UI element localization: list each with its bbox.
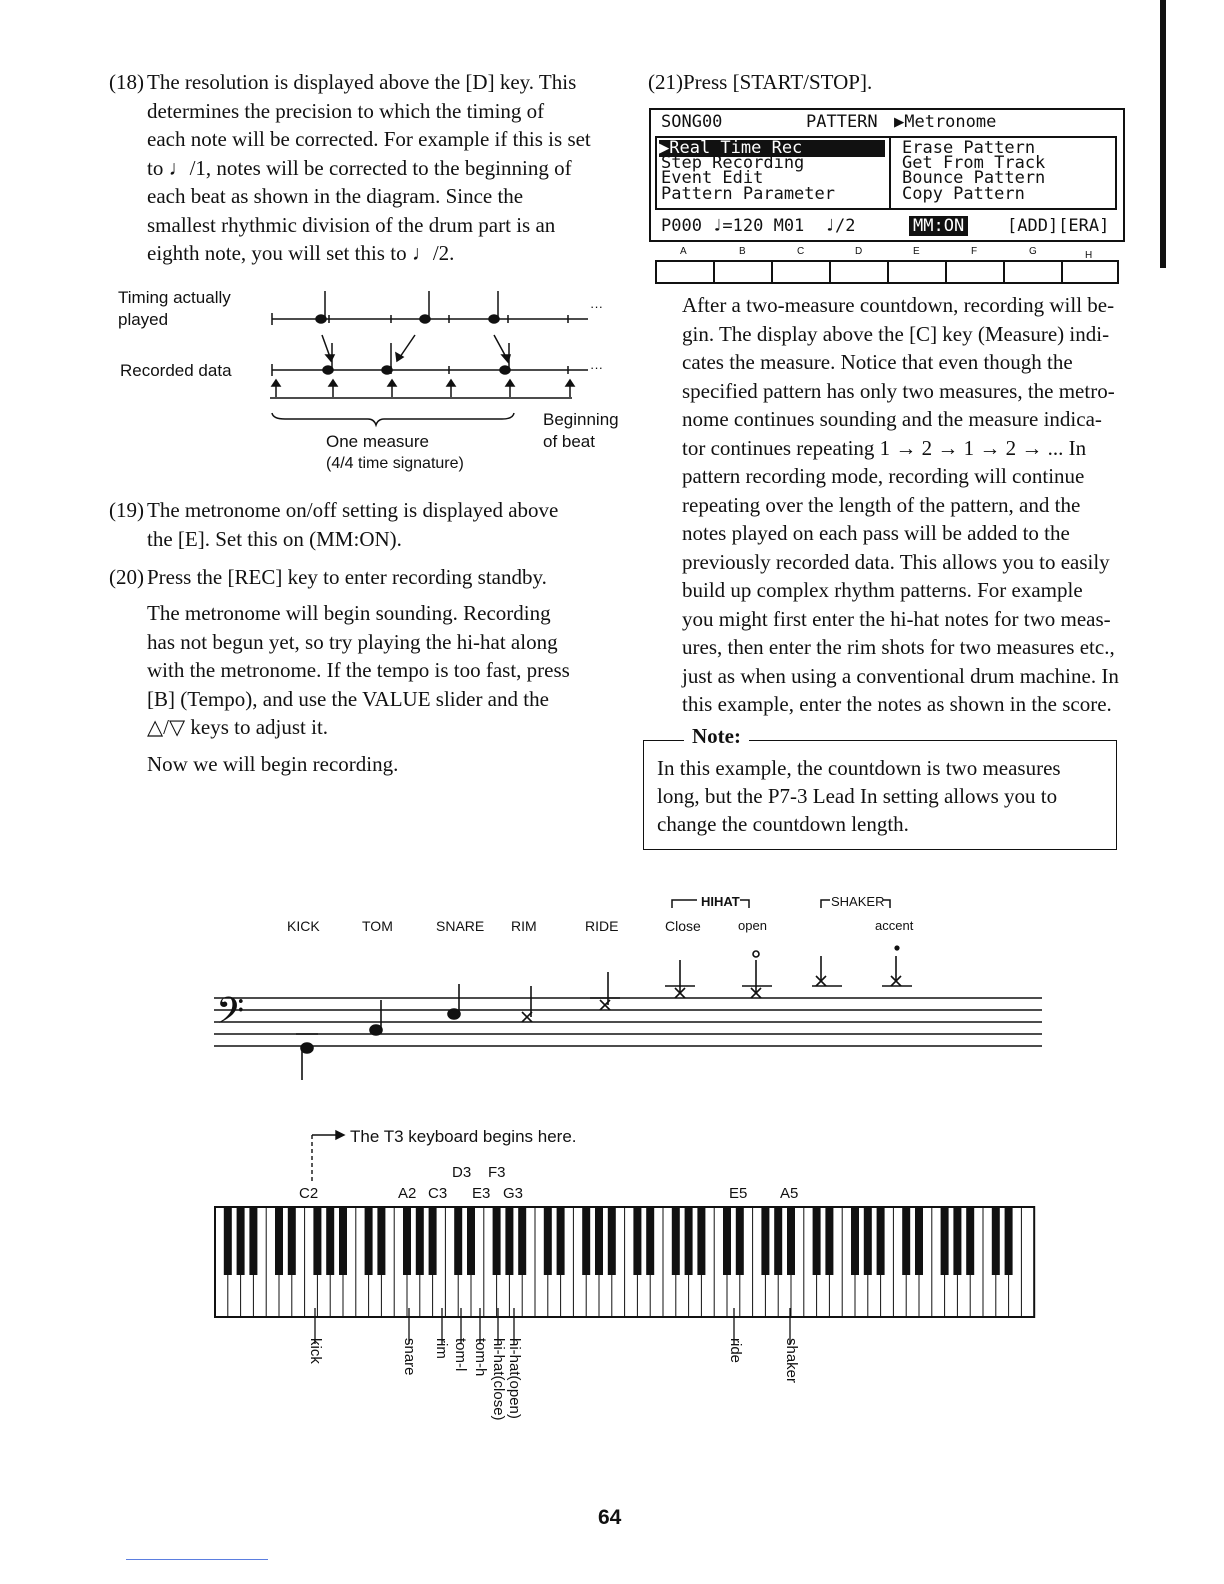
label-timing-played: Timing actually	[118, 288, 231, 307]
black-key	[416, 1207, 424, 1275]
drum-label-kick: kick	[307, 1338, 324, 1364]
drum-label-hihat-close: hi-hat(close)	[490, 1338, 507, 1421]
score-label-kick: KICK	[287, 918, 320, 934]
text-line: pattern recording mode, recording will continue	[682, 464, 1085, 488]
fkey-label: H	[1085, 250, 1093, 261]
note-label-a5: A5	[780, 1185, 799, 1202]
text-line: long, but the P7-3 Lead In setting allows you to	[657, 784, 1058, 808]
black-key	[608, 1207, 616, 1275]
paragraph-21	[648, 68, 872, 97]
text-line: △/▽ keys to adjust it.	[147, 715, 329, 739]
label-of-beat: of beat	[543, 432, 595, 451]
text-line: [B] (Tempo), and use the VALUE slider and the	[147, 686, 549, 711]
score-label-hihat-bracket: HIHAT	[701, 894, 740, 909]
black-key	[697, 1207, 705, 1275]
fkey-label: D	[855, 246, 863, 257]
text-line: with the metronome. If the tempo is too fast, press	[147, 658, 570, 682]
step-number: (19)	[109, 498, 144, 522]
black-key	[557, 1207, 565, 1275]
fkey-label: C	[797, 246, 805, 257]
black-key	[429, 1207, 437, 1275]
lcd-song: SONG00	[661, 112, 723, 132]
text-line: nome continues sounding and the measure indica-	[682, 407, 1102, 431]
function-key-b[interactable]	[713, 260, 773, 284]
lcd-add-erase: [ADD][ERA]	[1007, 216, 1110, 236]
drum-score-svg	[200, 890, 1060, 1090]
fkey-label: B	[739, 246, 746, 257]
lcd-menu-item[interactable]: Copy Pattern	[902, 184, 1025, 204]
lcd-mm-indicator: MM:ON	[909, 216, 968, 236]
black-key	[1005, 1207, 1013, 1275]
score-label-rim: RIM	[511, 918, 537, 934]
black-key	[902, 1207, 910, 1275]
black-key	[313, 1207, 321, 1275]
black-key	[825, 1207, 833, 1275]
note-label-c2: C2	[299, 1185, 319, 1202]
black-key	[723, 1207, 731, 1275]
note-title: Note:	[692, 724, 741, 748]
black-key	[761, 1207, 769, 1275]
text-line: specified pattern has only two measures, the metro-	[682, 378, 1115, 403]
label-one-measure: One measure	[326, 432, 429, 451]
lcd-menu-item-selected[interactable]: ▶Real Time Rec	[659, 140, 885, 157]
paragraph-20-body	[147, 599, 590, 778]
score-label-ride: RIDE	[585, 918, 619, 934]
function-key-d[interactable]	[829, 260, 889, 284]
function-key-a[interactable]	[655, 260, 715, 284]
black-key	[582, 1207, 590, 1275]
keyboard-pointer-svg	[300, 1125, 350, 1185]
page-number: 64	[598, 1506, 622, 1529]
black-key	[249, 1207, 257, 1275]
bass-clef: 𝄢	[216, 990, 245, 1041]
text-line: cates the measure. Notice that even though the	[682, 350, 1073, 374]
score-label-hihat-close: Close	[665, 918, 701, 934]
black-key	[544, 1207, 552, 1275]
text-line: just as when using a conventional drum machine. In	[682, 663, 1119, 688]
paragraph-20	[109, 563, 590, 592]
lcd-menu-item[interactable]: Pattern Parameter	[661, 184, 835, 204]
score-label-snare: SNARE	[436, 918, 485, 934]
black-key	[877, 1207, 885, 1275]
text-line: each beat as shown in the diagram. Since the	[147, 184, 524, 208]
black-key	[672, 1207, 680, 1275]
black-key	[493, 1207, 501, 1275]
text-line: smallest rhythmic division of the drum part is an	[147, 212, 556, 237]
lcd-menu-item[interactable]: Event Edit	[661, 168, 764, 188]
text-line: The metronome on/off setting is displayed above	[147, 498, 559, 522]
note-label-a2: A2	[398, 1185, 417, 1202]
black-key	[454, 1207, 462, 1275]
keyboard-begins-note: The T3 keyboard begins here.	[350, 1127, 577, 1146]
lcd-status: P000 ♩=120 M01 ♩/2	[661, 216, 856, 236]
lcd-display	[649, 108, 1125, 242]
text-line: In this example, the countdown is two measures	[657, 756, 1061, 780]
black-key	[774, 1207, 782, 1275]
footer-rule	[126, 1559, 268, 1560]
black-key	[595, 1207, 603, 1275]
drum-label-snare: snare	[401, 1338, 418, 1376]
black-key	[813, 1207, 821, 1275]
black-key	[992, 1207, 1000, 1275]
lcd-menu-item[interactable]: Erase Pattern	[902, 138, 1036, 158]
black-key	[224, 1207, 232, 1275]
score-label-accent: accent	[875, 918, 914, 933]
function-key-h[interactable]	[1061, 260, 1119, 284]
paragraph-18	[109, 68, 590, 268]
drum-label-shaker: shaker	[783, 1338, 800, 1384]
label-played: played	[118, 310, 169, 329]
black-key	[646, 1207, 654, 1275]
text-line: repeating over the length of the pattern, and the	[682, 492, 1081, 517]
lcd-pattern: PATTERN	[806, 112, 878, 132]
text-line: gin. The display above the [C] key (Measure) indi-	[682, 321, 1110, 346]
lcd-metronome: ▶Metronome	[894, 112, 997, 132]
text-line: has not begun yet, so try playing the hi-hat along	[147, 629, 558, 654]
function-key-g[interactable]	[1003, 260, 1063, 284]
text-line: change the countdown length.	[657, 812, 909, 836]
note-title-bg	[684, 724, 749, 749]
lcd-menu-item[interactable]: Step Recording	[661, 153, 805, 173]
note-label-g3: G3	[503, 1185, 524, 1202]
text-line: After a two-measure countdown, recording will be-	[682, 293, 1115, 317]
text-line: The metronome will begin sounding. Recording	[147, 601, 551, 625]
black-key	[288, 1207, 296, 1275]
text-line: the [E]. Set this on (MM:ON).	[147, 526, 402, 551]
note-body	[657, 754, 1103, 838]
fkey-label: E	[913, 246, 920, 257]
label-beginning: Beginning	[543, 410, 619, 429]
black-key	[365, 1207, 373, 1275]
black-key	[685, 1207, 693, 1275]
black-key	[275, 1207, 283, 1275]
fkey-label: F	[971, 246, 978, 257]
black-key	[736, 1207, 744, 1275]
black-key	[915, 1207, 923, 1275]
text-line: build up complex rhythm patterns. For example	[682, 578, 1083, 602]
score-label-hihat-open: open	[738, 918, 767, 933]
note-label-f3: F3	[488, 1164, 506, 1181]
dots-recorded: ···	[590, 360, 603, 375]
text-line: The resolution is displayed above the [D] key. This	[147, 70, 577, 94]
fkey-label: G	[1029, 246, 1037, 257]
black-key	[237, 1207, 245, 1275]
drum-label-tom-h: tom-h	[472, 1338, 489, 1377]
drum-label-tom-l: tom-l	[452, 1338, 469, 1372]
text-line: Press the [REC] key to enter recording standby.	[147, 565, 547, 589]
label-recorded-data: Recorded data	[120, 361, 232, 380]
black-key	[966, 1207, 974, 1275]
step-number: (18)	[109, 70, 144, 94]
black-key	[326, 1207, 334, 1275]
text-line: previously recorded data. This allows you to easily	[682, 549, 1110, 574]
label-time-signature: (4/4 time signature)	[326, 455, 464, 472]
paragraph-19	[109, 496, 590, 553]
black-key	[941, 1207, 949, 1275]
black-key	[505, 1207, 513, 1275]
function-key-e[interactable]	[887, 260, 947, 284]
text-line: Press [START/STOP].	[683, 70, 873, 94]
black-key	[633, 1207, 641, 1275]
text-line: each note will be corrected. For example if this is set	[147, 127, 591, 151]
function-key-f[interactable]	[945, 260, 1005, 284]
black-key	[518, 1207, 526, 1275]
lcd-menu-item[interactable]: Get From Track	[902, 153, 1046, 173]
dots-played: ···	[590, 299, 603, 314]
score-label-tom: TOM	[362, 918, 393, 934]
black-key	[339, 1207, 347, 1275]
black-key	[864, 1207, 872, 1275]
text-line: tor continues repeating 1 → 2 → 1 → 2 → ... In	[682, 435, 1087, 460]
right-body	[682, 291, 1117, 719]
text-line: Now we will begin recording.	[147, 751, 399, 776]
note-label-e5: E5	[729, 1185, 748, 1202]
page-edge-bar	[1160, 0, 1166, 268]
step-number: (20)	[109, 565, 144, 589]
note-label-d3: D3	[452, 1164, 472, 1181]
note-label-e3: E3	[472, 1185, 491, 1202]
text-line: to ♩/1, notes will be corrected to the beginning of	[147, 155, 572, 180]
black-key	[787, 1207, 795, 1275]
black-key	[377, 1207, 385, 1275]
text-line: eighth note, you will set this to ♩/2.	[147, 241, 455, 265]
text-line: you might first enter the hi-hat notes for two meas-	[682, 606, 1111, 631]
piano-keyboard-svg	[214, 1206, 1036, 1446]
black-key	[953, 1207, 961, 1275]
lcd-menu-item[interactable]: Bounce Pattern	[902, 168, 1046, 188]
drum-label-rim: rim	[433, 1338, 450, 1359]
text-line: determines the precision to which the timing of	[147, 98, 545, 123]
text-line: ures, then enter the rim shots for two measures etc.,	[682, 635, 1115, 659]
drum-label-ride: ride	[727, 1338, 744, 1364]
text-line: notes played on each pass will be added to the	[682, 521, 1070, 545]
score-label-shaker-bracket: SHAKER	[831, 894, 885, 909]
black-key	[467, 1207, 475, 1275]
drum-label-hihat-open: hi-hat(open)	[506, 1338, 523, 1419]
black-key	[851, 1207, 859, 1275]
function-key-c[interactable]	[771, 260, 831, 284]
step-number: (21)	[648, 70, 683, 94]
fkey-label: A	[680, 246, 687, 257]
text-line: this example, enter the notes as shown in the score.	[682, 692, 1112, 716]
note-label-c3: C3	[428, 1185, 448, 1202]
timing-lines-svg	[110, 285, 640, 485]
black-key	[403, 1207, 411, 1275]
timing-diagram	[110, 285, 640, 485]
